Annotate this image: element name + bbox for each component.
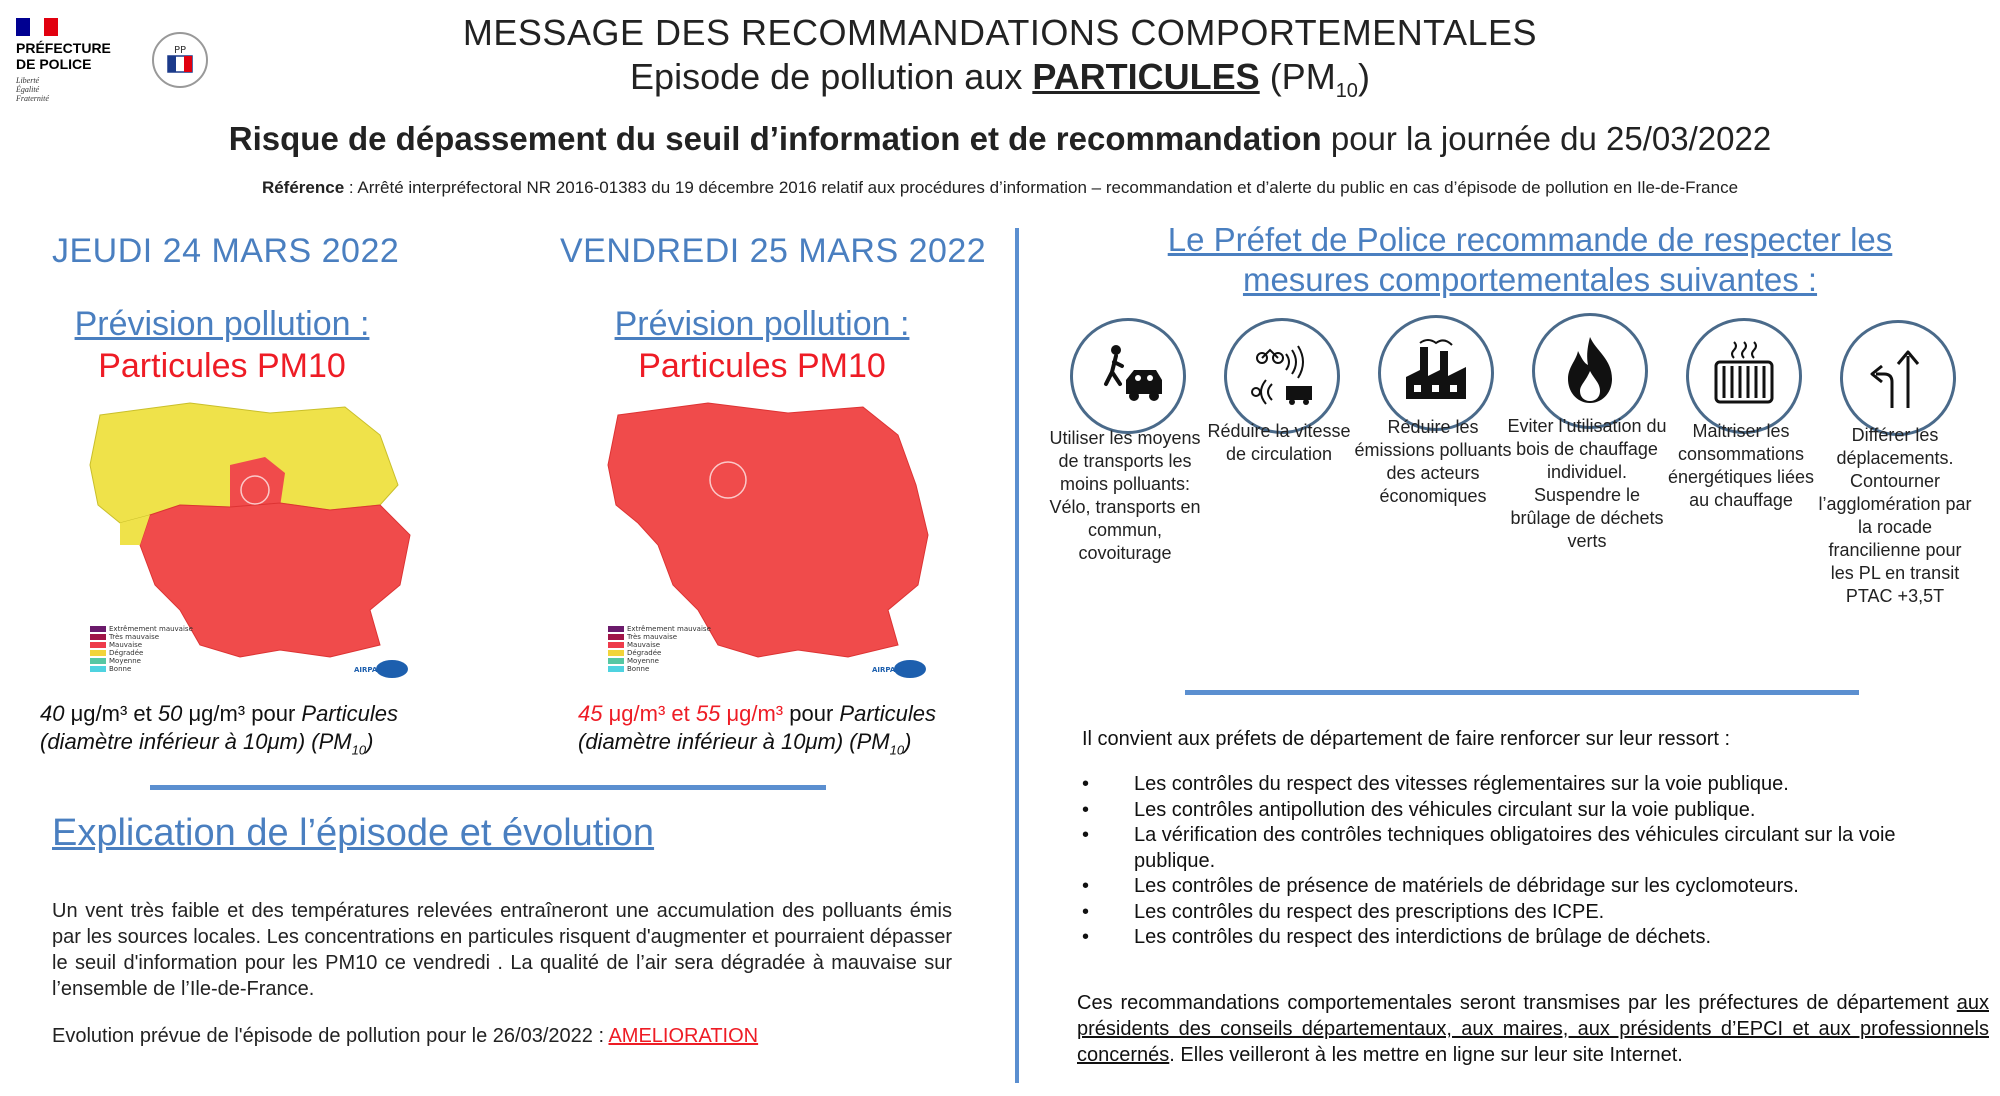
sub-title-prefix: Episode de pollution aux bbox=[630, 56, 1033, 97]
explanation-text: Un vent très faible et des températures relevées entraîneront une accumulation des polluants émis par les sources locales. Les concentrations en particules risquent d'augmenter et pourraient dépasser le seuil d'information pour les PM10 ce vendredi . La qualité de l’air sera dégradée à mauvaise sur l’ensemble de l’Ile-de-France. bbox=[52, 900, 952, 1000]
explanation-title: Explication de l’épisode et évolution bbox=[52, 812, 655, 854]
sub-title-subscript: 10 bbox=[1335, 80, 1358, 103]
reference-label: Référence bbox=[261, 178, 345, 197]
svg-text:AIRPARIF: AIRPARIF bbox=[354, 666, 391, 674]
sub-title-emphasis: PARTICULES bbox=[1032, 56, 1260, 97]
badge-letters: PP bbox=[173, 45, 187, 56]
map-legend-friday: Extrêmement mauvaise Très mauvaise Mauvaise Dégradée Moyenne Bonne bbox=[608, 625, 711, 673]
recommendation-caption: Eviter l’utilisation du bois de chauffage individuel. Suspendre le brûlage de déchets verts bbox=[1507, 416, 1667, 551]
airparif-logo bbox=[870, 651, 930, 681]
closing-prefix: Ces recommandations comportementales seront transmises par les préfectures de département bbox=[1077, 992, 1957, 1014]
left-divider bbox=[150, 785, 826, 790]
pollutant-thursday: Particules PM10 bbox=[98, 347, 346, 385]
risk-statement bbox=[0, 120, 2000, 158]
recommendations-title-line2: mesures comportementales suivantes : bbox=[1242, 261, 1818, 298]
speed-vehicles-icon bbox=[1224, 318, 1340, 434]
list-item: • La vérification des contrôles techniques obligatoires des véhicules circulant sur la voie publique. bbox=[1082, 823, 1982, 874]
map-legend-thursday: Extrêmement mauvaise Très mauvaise Mauvaise Dégradée Moyenne Bonne bbox=[90, 625, 193, 673]
risk-bold: Risque de dépassement du seuil d’information et de recommandation bbox=[228, 120, 1322, 157]
prefects-title: Il convient aux préfets de département de faire renforcer sur leur ressort : bbox=[1082, 728, 1731, 750]
recommendation-caption: Réduire les émissions polluants des acteurs économiques bbox=[1354, 417, 1512, 506]
evolution-line bbox=[52, 1025, 758, 1048]
recommendation-caption: Réduire la vitesse de circulation bbox=[1207, 421, 1351, 464]
list-item: • Les contrôles du respect des vitesses réglementaires sur la voie publique. bbox=[1082, 772, 1982, 798]
recommendation-caption: Utiliser les moyens de transports les moins polluants: Vélo, transports en commun, covoiturage bbox=[1049, 428, 1201, 563]
prefecture-logo bbox=[12, 10, 212, 115]
risk-date: pour la journée du 25/03/2022 bbox=[1321, 120, 1772, 157]
prefects-list bbox=[1082, 772, 1982, 951]
prefecture-name: PRÉFECTURE DE POLICE bbox=[16, 40, 111, 72]
airparif-logo bbox=[352, 651, 412, 681]
reference-line bbox=[0, 178, 2000, 198]
forecast-label-thursday: Prévision pollution : bbox=[74, 305, 370, 343]
concentration-thursday: 40 μg/m³ et 50 μg/m³ pour Particules (diamètre inférieur à 10μm) $(PM_{10})$ bbox=[40, 701, 398, 758]
concentration-friday: 45 μg/m³ et 55 μg/m³ pour Particules (diamètre inférieur à 10μm) $(PM_{10})$ bbox=[578, 701, 936, 758]
recommendations-title-line1: Le Préfet de Police recommande de respecter les bbox=[1167, 221, 1893, 258]
sub-title-suffix: (PM bbox=[1259, 56, 1336, 97]
list-item: • Les contrôles de présence de matériels de débridage sur les cyclomoteurs. bbox=[1082, 874, 1982, 900]
factory-icon bbox=[1378, 315, 1494, 431]
fire-icon bbox=[1532, 313, 1648, 429]
radiator-icon bbox=[1686, 318, 1802, 434]
french-flag-icon bbox=[16, 18, 58, 36]
pedestrian-car-icon bbox=[1070, 318, 1186, 434]
reference-text: : Arrêté interpréfectoral NR 2016-01383 du 19 décembre 2016 relatif aux procédures d’information – recommandation et d’alerte du public en cas d’épisode de pollution en Ile-de-France bbox=[344, 178, 1739, 197]
evolution-label: Evolution prévue de l'épisode de pollution pour le 26/03/2022 : bbox=[52, 1025, 609, 1047]
recommendations-title bbox=[1060, 220, 2000, 300]
closing-suffix: . Elles veilleront à les mettre en ligne sur leur site Internet. bbox=[1169, 1044, 1683, 1066]
list-item: • Les contrôles du respect des interdictions de brûlage de déchets. bbox=[1082, 925, 1982, 951]
recommendation-caption: Différer les déplacements. Contourner l’agglomération par la rocade francilienne pour les PL en transit PTAC +3,5T bbox=[1818, 425, 1972, 606]
day-title-thursday: JEUDI 24 MARS 2022 bbox=[52, 232, 400, 270]
forecast-label-friday: Prévision pollution : bbox=[614, 305, 910, 343]
map-friday bbox=[598, 395, 938, 685]
right-divider bbox=[1185, 690, 1859, 695]
list-item: • Les contrôles antipollution des véhicules circulant sur la voie publique. bbox=[1082, 798, 1982, 824]
republic-motto: Liberté Égalité Fraternité bbox=[16, 76, 49, 103]
pollutant-friday: Particules PM10 bbox=[638, 347, 886, 385]
svg-text:AIRPARIF: AIRPARIF bbox=[872, 666, 909, 674]
evolution-value: AMELIORATION bbox=[608, 1025, 759, 1047]
sub-title-end: ) bbox=[1357, 56, 1370, 97]
map-thursday bbox=[80, 395, 420, 685]
vertical-divider bbox=[1015, 228, 1019, 1083]
closing-paragraph bbox=[1077, 990, 1989, 1068]
detour-arrows-icon bbox=[1840, 320, 1956, 436]
main-title: MESSAGE DES RECOMMANDATIONS COMPORTEMENTALES bbox=[462, 12, 1538, 53]
police-badge-icon bbox=[152, 32, 208, 88]
day-title-friday: VENDREDI 25 MARS 2022 bbox=[560, 232, 987, 270]
closing-recipients: aux présidents des conseils départementaux, aux maires, aux présidents d’EPCI et aux professionnels concernés bbox=[1077, 992, 1989, 1066]
sub-title bbox=[230, 56, 1770, 103]
list-item: • Les contrôles du respect des prescriptions des ICPE. bbox=[1082, 900, 1982, 926]
recommendation-caption: Maitriser les consommations énergétiques liées au chauffage bbox=[1667, 421, 1815, 510]
